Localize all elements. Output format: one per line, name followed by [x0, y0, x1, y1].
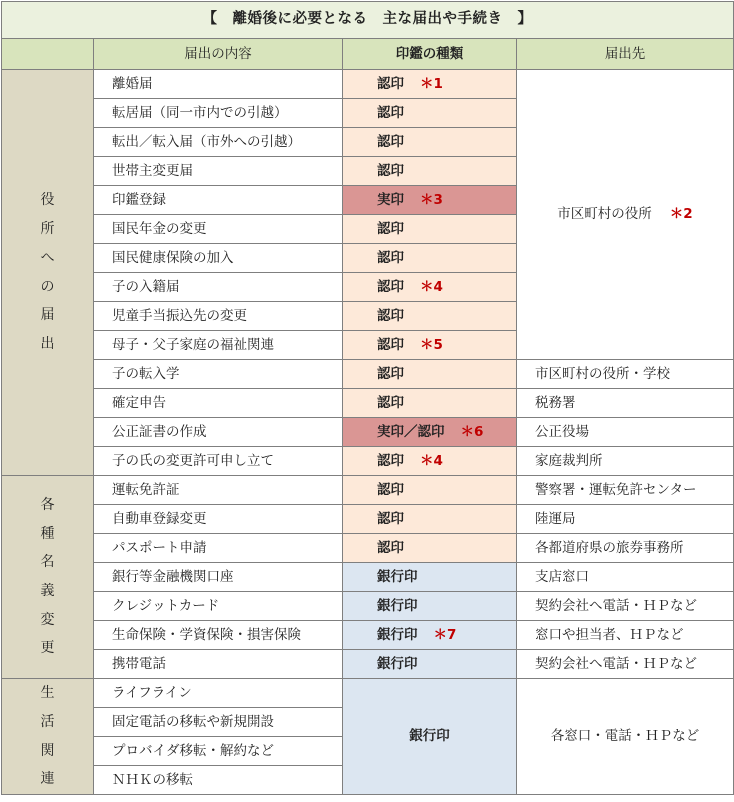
- seal-cell: 認印: [343, 302, 517, 331]
- item-cell: 運転免許証: [94, 476, 343, 505]
- destination-cell: 警察署・運転免許センター: [517, 476, 734, 505]
- note-mark: ＊7: [433, 626, 457, 643]
- note-mark: ＊5: [420, 336, 443, 353]
- seal-cell: 認印 ＊1: [343, 70, 517, 99]
- destination-cell: 支店窓口: [517, 563, 734, 592]
- category-office: 役 所 へ の 届 出: [2, 70, 94, 476]
- item-cell: 確定申告: [94, 389, 343, 418]
- item-cell: 離婚届: [94, 70, 343, 99]
- item-cell: 転出／転入届（市外への引越）: [94, 128, 343, 157]
- table-title: 【 離婚後に必要となる 主な届出や手続き 】: [2, 2, 734, 39]
- destination-cell: 各都道府県の旅券事務所: [517, 534, 734, 563]
- destination-life-merged: 各窓口・電話・ＨＰなど: [517, 679, 734, 795]
- seal-cell: 認印: [343, 128, 517, 157]
- item-cell: 銀行等金融機関口座: [94, 563, 343, 592]
- note-mark: ＊1: [420, 75, 443, 92]
- procedures-table: [1, 1, 734, 795]
- note-mark: ＊4: [420, 452, 443, 469]
- item-cell: 子の氏の変更許可申し立て: [94, 447, 343, 476]
- seal-cell: 認印: [343, 389, 517, 418]
- item-cell: 世帯主変更届: [94, 157, 343, 186]
- seal-cell: 銀行印: [343, 563, 517, 592]
- item-cell: 国民健康保険の加入: [94, 244, 343, 273]
- item-cell: 公正証書の作成: [94, 418, 343, 447]
- category-life: 生 活 関 連: [2, 679, 94, 795]
- seal-cell: 認印: [343, 157, 517, 186]
- item-cell: 生命保険・学資保険・損害保険: [94, 621, 343, 650]
- item-cell: 子の入籍届: [94, 273, 343, 302]
- item-cell: 自動車登録変更: [94, 505, 343, 534]
- seal-cell: 認印: [343, 534, 517, 563]
- seal-cell: 認印 ＊5: [343, 331, 517, 360]
- item-cell: 固定電話の移転や新規開設: [94, 708, 343, 737]
- item-cell: 児童手当振込先の変更: [94, 302, 343, 331]
- item-cell: 子の転入学: [94, 360, 343, 389]
- destination-cell: 窓口や担当者、ＨＰなど: [517, 621, 734, 650]
- destination-office-merged: 市区町村の役所 ＊2: [517, 70, 734, 360]
- seal-cell: 銀行印 ＊7: [343, 621, 517, 650]
- header-seal: 印鑑の種類: [343, 39, 517, 70]
- item-cell: 母子・父子家庭の福祉関連: [94, 331, 343, 360]
- header-destination: 届出先: [517, 39, 734, 70]
- note-mark: ＊6: [460, 423, 484, 440]
- seal-cell: 実印 ＊3: [343, 186, 517, 215]
- item-cell: 国民年金の変更: [94, 215, 343, 244]
- item-cell: 印鑑登録: [94, 186, 343, 215]
- header-blank: [2, 39, 94, 70]
- note-mark: ＊2: [669, 206, 693, 223]
- item-cell: ＮＨＫの移転: [94, 766, 343, 795]
- note-mark: ＊3: [420, 191, 443, 208]
- seal-cell: 認印: [343, 476, 517, 505]
- item-cell: ライフライン: [94, 679, 343, 708]
- destination-cell: 税務署: [517, 389, 734, 418]
- seal-cell: 銀行印: [343, 650, 517, 679]
- seal-cell: 認印: [343, 215, 517, 244]
- item-cell: 携帯電話: [94, 650, 343, 679]
- destination-cell: 公正役場: [517, 418, 734, 447]
- category-name-change: 各 種 名 義 変 更: [2, 476, 94, 679]
- seal-cell: 認印: [343, 360, 517, 389]
- note-mark: ＊4: [420, 278, 443, 295]
- header-content: 届出の内容: [94, 39, 343, 70]
- seal-cell: 認印: [343, 99, 517, 128]
- item-cell: クレジットカード: [94, 592, 343, 621]
- destination-cell: 契約会社へ電話・ＨＰなど: [517, 650, 734, 679]
- seal-cell: 認印: [343, 505, 517, 534]
- seal-life-merged: 銀行印: [343, 679, 517, 795]
- item-cell: 転居届（同一市内での引越）: [94, 99, 343, 128]
- item-cell: プロバイダ移転・解約など: [94, 737, 343, 766]
- seal-cell: 認印 ＊4: [343, 447, 517, 476]
- destination-cell: 契約会社へ電話・ＨＰなど: [517, 592, 734, 621]
- destination-cell: 家庭裁判所: [517, 447, 734, 476]
- seal-cell: 実印／認印 ＊6: [343, 418, 517, 447]
- seal-cell: 認印: [343, 244, 517, 273]
- destination-cell: 市区町村の役所・学校: [517, 360, 734, 389]
- destination-cell: 陸運局: [517, 505, 734, 534]
- seal-cell: 銀行印: [343, 592, 517, 621]
- item-cell: パスポート申請: [94, 534, 343, 563]
- seal-cell: 認印 ＊4: [343, 273, 517, 302]
